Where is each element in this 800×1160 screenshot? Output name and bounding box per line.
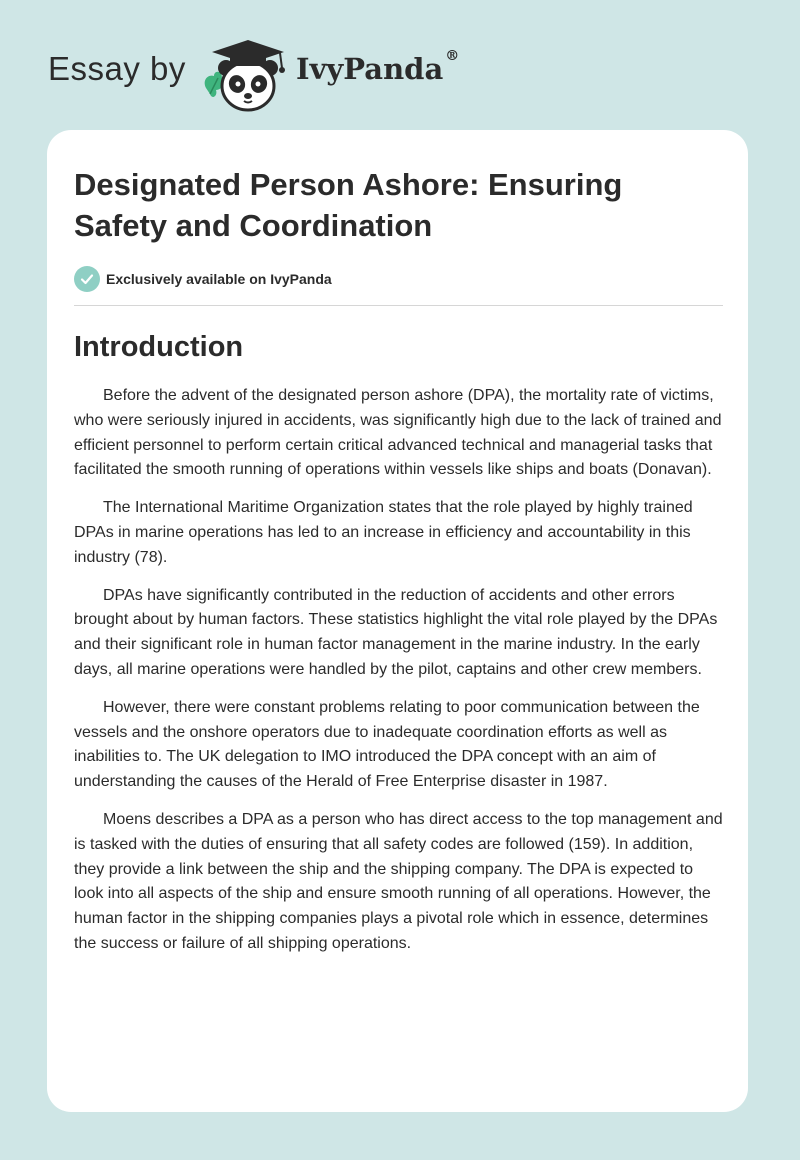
section-heading: Introduction: [74, 331, 244, 363]
essay-title: Designated Person Ashore: Ensuring Safety and Coordination: [74, 167, 623, 243]
paragraph: Moens describes a DPA as a person who has direct access to the top management and is tasked with the duties of ensuring that all safety codes are followed (159). In addition, they provide a link between the ship and the shipping company. The DPA is expected to look into all aspects of the ship and ensure smooth running of all operations. However, the human factor in the shipping companies plays a pivotal role which in essence, determines the success or failure of all shipping operations.: [74, 810, 723, 952]
registered-mark: ®: [445, 48, 460, 64]
essay-body: [74, 384, 723, 957]
paragraph: However, there were constant problems relating to poor communication between the vessels and the onshore operators due to inadequate coordination efforts as well as inabilities to. The UK delegation to IMO introduced the DPA concept with an aim of understanding the causes of the Herald of Free Enterprise disaster in 1987.: [74, 698, 700, 791]
divider: [74, 305, 723, 306]
essay-card: [47, 130, 748, 1112]
check-icon: [74, 266, 100, 292]
brand-name-text: IvyPanda: [296, 52, 444, 86]
site-header: [0, 0, 800, 130]
brand-prefix: Essay by: [48, 50, 186, 87]
paragraph: DPAs have significantly contributed in the reduction of accidents and other errors brought about by human factors. These statistics highlight the vital role played by the DPAs and their significant role in human factor management in the marine industry. In the early days, all marine operations were handled by the pilot, captains and other crew members.: [74, 586, 718, 678]
brand-name[interactable]: [296, 48, 460, 86]
paragraph: Before the advent of the designated person ashore (DPA), the mortality rate of victims, who were seriously injured in accidents, was significantly high due to the lack of trained and efficient personnel to perform certain critical advanced technical and managerial tasks that facilitated the smooth running of operations within vessels like ships and boats (Donavan).: [74, 387, 722, 479]
essay-content: [74, 164, 723, 970]
paragraph: The International Maritime Organization states that the role played by highly trained DPAs in marine operations has led to an increase in efficiency and accountability in this industry (78).: [74, 499, 693, 566]
badge-text: Exclusively available on IvyPanda: [106, 271, 332, 287]
exclusive-badge: [74, 266, 723, 292]
panda-logo-icon[interactable]: [200, 34, 294, 114]
